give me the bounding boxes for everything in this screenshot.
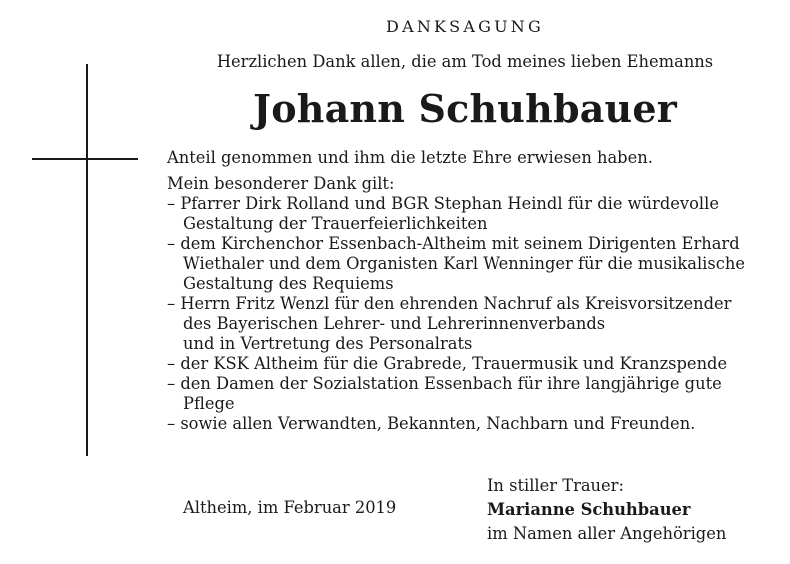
thanks-list-line: – sowie allen Verwandten, Bekannten, Nachbarn und Freunden.	[167, 414, 696, 433]
thanks-list-line: des Bayerischen Lehrer- und Lehrerinnenverbands	[183, 314, 606, 333]
notice-body	[167, 148, 779, 434]
thanks-list-line: Gestaltung der Trauerfeierlichkeiten	[183, 214, 488, 233]
signer-note: im Namen aller Angehörigen	[487, 524, 727, 543]
mourning-label: In stiller Trauer:	[487, 476, 624, 495]
thanks-list-item	[167, 294, 779, 354]
thanks-list-item	[167, 234, 779, 294]
thanks-list-line: – Pfarrer Dirk Rolland und BGR Stephan Heindl für die würdevolle	[167, 194, 719, 213]
thanks-list-item	[167, 414, 779, 434]
thanks-list-line: – der KSK Altheim für die Grabrede, Trauermusik und Kranzspende	[167, 354, 728, 373]
thanks-list-line: Wiethaler und dem Organisten Karl Wenninger für die musikalische	[183, 254, 745, 273]
thanks-list	[167, 194, 779, 434]
deceased-name: Johann Schuhbauer	[253, 86, 677, 131]
signature-block	[487, 474, 726, 546]
place-date: Altheim, im Februar 2019	[183, 498, 397, 517]
thanks-list-line: – Herrn Fritz Wenzl für den ehrenden Nachruf als Kreisvorsitzender	[167, 294, 732, 313]
thanks-list-line: Gestaltung des Requiems	[183, 274, 394, 293]
thanks-list-line: und in Vertretung des Personalrats	[183, 334, 473, 353]
intro-line: Herzlichen Dank allen, die am Tod meines lieben Ehemanns	[216, 52, 714, 71]
notice-heading: DANKSAGUNG	[386, 17, 544, 36]
thanks-list-line: Pflege	[183, 394, 235, 413]
thanks-list-item	[167, 354, 779, 374]
thanks-list-line: – dem Kirchenchor Essenbach-Altheim mit seinem Dirigenten Erhard	[167, 234, 740, 253]
thanks-list-line: – den Damen der Sozialstation Essenbach für ihre langjährige gute	[167, 374, 722, 393]
thanks-list-item	[167, 374, 779, 414]
cross-icon-bar	[32, 158, 138, 160]
signer-name: Marianne Schuhbauer	[487, 500, 691, 519]
sympathy-line: Anteil genommen und ihm die letzte Ehre erwiesen haben.	[167, 148, 653, 167]
thanks-intro: Mein besonderer Dank gilt:	[167, 174, 395, 193]
thanks-list-item	[167, 194, 779, 234]
